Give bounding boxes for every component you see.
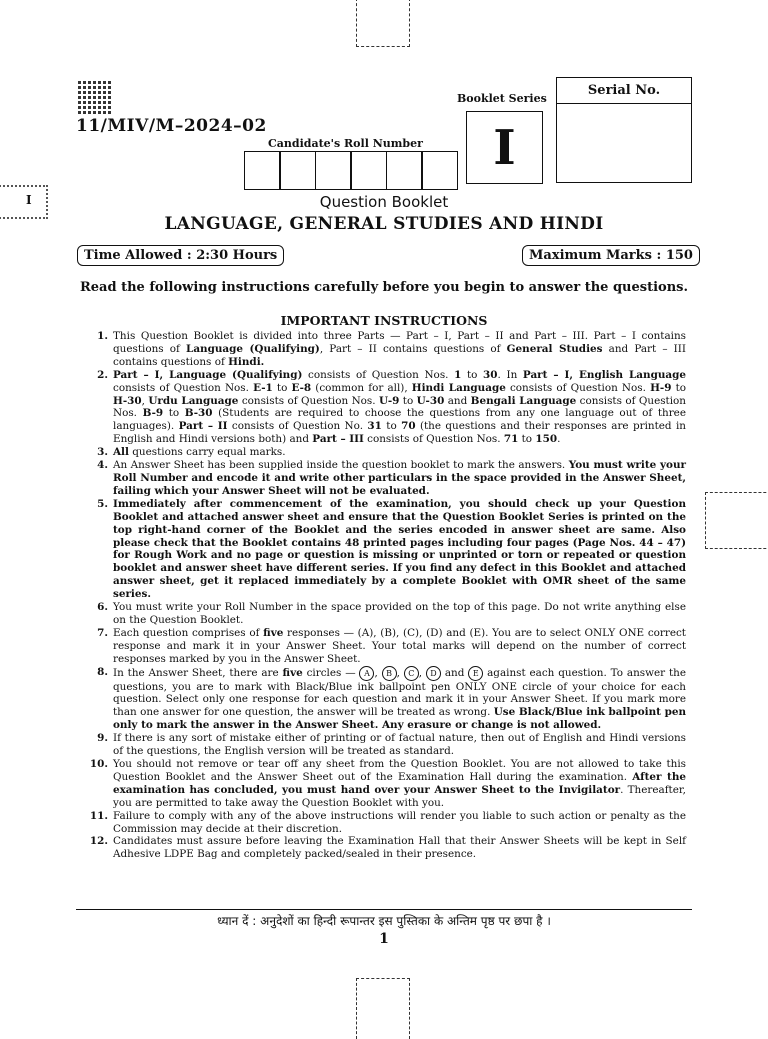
crop-mark-bottom [356, 978, 410, 1039]
response-circle-a: A [359, 666, 374, 681]
instruction-text: , [418, 666, 426, 679]
instruction-text: B-30 [184, 407, 213, 420]
roll-box[interactable] [279, 151, 316, 190]
instruction-text: An Answer Sheet has been supplied inside the question booklet to mark the answers. [113, 459, 569, 472]
roll-box[interactable] [315, 151, 352, 190]
instruction-body [113, 446, 686, 459]
serial-number-label: Serial No. [557, 78, 691, 104]
instruction-text: Bengali Language [470, 394, 577, 407]
instruction-item [84, 601, 686, 627]
instruction-text: Each question comprises of [113, 626, 264, 639]
crop-mark-right [705, 492, 768, 549]
instruction-text: Part – I, Language (Qualifying) [113, 368, 303, 381]
instruction-text: U-9 [378, 394, 400, 407]
instruction-item [84, 446, 686, 459]
instruction-text: questions carry equal marks. [128, 446, 286, 459]
instruction-text: General Studies [506, 342, 603, 355]
response-circle-b: B [382, 666, 397, 681]
roll-number-label: Candidate's Roll Number [268, 137, 423, 150]
instruction-text: . [557, 433, 561, 446]
instruction-text: to [461, 368, 484, 381]
divider [76, 909, 692, 910]
instruction-body [113, 601, 686, 627]
instruction-text: E-1 [253, 381, 273, 394]
instruction-body [113, 758, 686, 810]
instruction-text: five [263, 626, 284, 639]
instruction-item [84, 330, 686, 369]
page-number: 1 [379, 931, 389, 947]
instruction-item [84, 666, 686, 733]
instruction-text: consists of Question Nos. [113, 381, 254, 394]
instruction-text: to [381, 420, 402, 433]
instruction-item [84, 459, 686, 498]
instruction-text: This Question Booklet is divided into three Parts — Part – I, Part – II and Part – III. Part – I contains questions of [113, 330, 686, 355]
qr-code [78, 80, 112, 114]
instruction-number: 11. [89, 809, 108, 822]
read-instructions: Read the following instructions carefully before you begin to answer the questions. [79, 280, 689, 295]
instruction-text: against each question. To answer [483, 666, 669, 679]
instruction-number: 12. [89, 835, 108, 848]
instruction-number: 9. [97, 732, 108, 745]
instruction-text: Urdu Language [148, 394, 239, 407]
instruction-item [84, 732, 686, 758]
instruction-item [84, 758, 686, 810]
instruction-text: , [396, 666, 404, 679]
instruction-text: to [671, 381, 687, 394]
instruction-text: to [518, 433, 536, 446]
instruction-text: (common for all), [311, 381, 412, 394]
instruction-body [113, 732, 686, 758]
response-circle-e: E [468, 666, 483, 681]
instruction-text: five [282, 666, 303, 679]
instruction-text: Failure to comply with any of the above instructions will render you liable to such action or penalty as the Commission may decide at their discretion. [113, 809, 686, 835]
instruction-text: You should not remove or tear off any sheet from the Question Booklet. You are not allowed to take this Question Booklet and the Answer Sheet out of the Examination Hall during the examination. [113, 758, 686, 783]
instruction-text: , [374, 666, 382, 679]
instruction-number: 5. [97, 497, 108, 510]
instruction-text: consists of Question Nos. [113, 394, 686, 420]
instruction-text: E-8 [291, 381, 312, 394]
instruction-text: and [444, 394, 471, 407]
roll-box[interactable] [386, 151, 423, 190]
instruction-text: Hindi Language [411, 381, 506, 394]
instruction-body [113, 627, 686, 666]
instruction-number: 8. [97, 665, 108, 678]
instruction-text: After the examination has concluded, you must hand over your Answer Sheet to the Invigilator [113, 770, 686, 796]
instruction-text: . In [497, 368, 523, 381]
instruction-text: Part – III [312, 433, 364, 446]
instruction-text: Part – II [178, 420, 228, 433]
maximum-marks: Maximum Marks : 150 [522, 245, 700, 266]
time-allowed: Time Allowed : 2:30 Hours [77, 245, 284, 266]
instruction-text: 70 [401, 420, 416, 433]
instruction-text: You must write your Roll Number and encode it and write other particulars in the space provided in the Answer Sheet, failing which your Answer Sheet will not be evaluated. [113, 459, 687, 497]
instruction-text: Hindi. [228, 355, 265, 368]
instruction-item [84, 627, 686, 666]
instruction-text: H-30 [113, 394, 142, 407]
instruction-item [84, 835, 686, 861]
instruction-number: 10. [89, 758, 108, 770]
instruction-body [113, 810, 686, 836]
instruction-text: circles — [302, 666, 360, 679]
instruction-text: Candidates must assure before leaving the Examination Hall that their Answer Sheets will be kept in Self Adhesive LDPE Bag and completely packed/sealed in their presence. [113, 835, 686, 861]
instruction-text: U-30 [416, 394, 445, 407]
instruction-text: Immediately after commencement of the examination, you should check up your Question Booklet and attached answer sheet and ensure that the Question Booklet Series is printed on the top right-hand corner of the Booklet and the series encoded in answer sheet are same. Also please check that the Booklet contains 48 printed pages including four pages (Page Nos. 44 – 47) for Rough Work and no page or question is missing or unprinted or torn or repeated or question booklet and answer sheet have different series. If you find any defect in this Booklet and attached answer sheet, get it replaced immediately by a complete Booklet with OMR sheet of the same series. [113, 497, 686, 601]
instruction-text: If there is any sort of mistake either of printing or of factual nature, then out of English and Hindi versions of the questions, the English version will be treated as standard. [113, 732, 686, 758]
instruction-text: to [272, 381, 292, 394]
roll-box[interactable] [350, 151, 387, 190]
instruction-body [113, 459, 686, 498]
booklet-series-box: I [466, 111, 543, 184]
instruction-item [84, 810, 686, 836]
instruction-number: 2. [97, 368, 108, 381]
roll-number-boxes[interactable] [245, 151, 458, 190]
instruction-body [113, 330, 686, 369]
response-circle-c: C [404, 666, 419, 681]
side-mark-letter: I [26, 193, 32, 207]
question-booklet-label: Question Booklet [319, 193, 449, 211]
booklet-title: LANGUAGE, GENERAL STUDIES AND HINDI [164, 214, 604, 234]
instruction-text: . Thereafter, you are permitted to take away the Question Booklet with you. [113, 783, 686, 809]
important-heading: IMPORTANT INSTRUCTIONS [280, 313, 488, 328]
instruction-text: You must write your Roll Number in the space provided on the top of this page. Do not write anything else on the Question Booklet. [113, 601, 686, 626]
instruction-body [113, 835, 686, 861]
instruction-text: the questions, you are to mark with Black/Blue ink ballpoint pen ONLY ONE circle of your choice for each question. Select only one response for each question and mark it in your Answer Sheet. If you mark more than one answer for one question, the answer will be treated as wrong. [113, 666, 687, 719]
roll-box[interactable] [421, 151, 458, 190]
roll-box[interactable] [244, 151, 281, 190]
instruction-item [84, 498, 686, 601]
instruction-text: B-9 [142, 407, 164, 420]
instruction-text: 71 [503, 433, 519, 446]
instruction-number: 4. [97, 459, 108, 472]
instruction-text: 150 [535, 433, 558, 446]
instruction-body [113, 369, 686, 446]
instruction-body [113, 498, 686, 601]
instruction-text: consists of Question Nos. [302, 368, 455, 381]
instruction-text: and Part – III contains questions of [113, 342, 687, 368]
instruction-text: 31 [367, 420, 382, 433]
instruction-text: (Students are required to choose the questions from any one language out of three languages). [113, 407, 686, 433]
instruction-text: Part – I, English Language [522, 368, 686, 381]
instruction-text: In the Answer Sheet, there are [113, 666, 283, 679]
instruction-text: to [163, 407, 185, 420]
instruction-text: H-9 [650, 381, 672, 394]
booklet-series-label: Booklet Series [457, 92, 547, 105]
instruction-text: to [399, 394, 417, 407]
instructions-list [84, 330, 686, 861]
instruction-text: consists of Question Nos. [363, 433, 504, 446]
instruction-text: (the questions and their responses are printed in English and Hindi versions both) and [113, 420, 686, 446]
paper-code: 11/MIV/M–2024–02 [76, 116, 267, 136]
instruction-item [84, 369, 686, 446]
instruction-number: 6. [97, 601, 108, 614]
instruction-text: , [141, 394, 149, 407]
serial-number-box [556, 77, 692, 183]
instruction-text: consists of Question No. [227, 420, 368, 433]
hindi-note: ध्यान दें : अनुदेशों का हिन्दी रूपान्तर इस पुस्तिका के अन्तिम पृष्ठ पर छपा है । [217, 914, 551, 928]
instruction-number: 1. [97, 330, 108, 342]
instruction-text: All [113, 446, 129, 459]
instruction-text: Language (Qualifying) [186, 342, 320, 355]
instruction-text: consists of Question Nos. [238, 394, 379, 407]
instruction-text: Use Black/Blue ink ballpoint pen only to mark the answer in the Answer Sheet. Any erasure or change is not allowed. [113, 706, 686, 732]
instruction-text: 30 [483, 368, 498, 381]
instruction-text: consists of Question Nos. [505, 381, 651, 394]
instruction-text: , Part – II contains questions of [319, 342, 507, 355]
instruction-text: responses — (A), (B), (C), (D) and (E). You are to select ONLY ONE correct response and mark it in your Answer Sheet. Your total marks will depend on the number of correct responses marked by you in the Answer Sheet. [113, 626, 686, 665]
instruction-body [113, 666, 686, 733]
crop-mark-top [356, 0, 410, 47]
instruction-text: and [440, 666, 469, 679]
instruction-number: 3. [97, 446, 108, 459]
instruction-text: 1 [454, 368, 462, 381]
response-circle-d: D [426, 666, 441, 681]
instruction-number: 7. [97, 626, 108, 639]
